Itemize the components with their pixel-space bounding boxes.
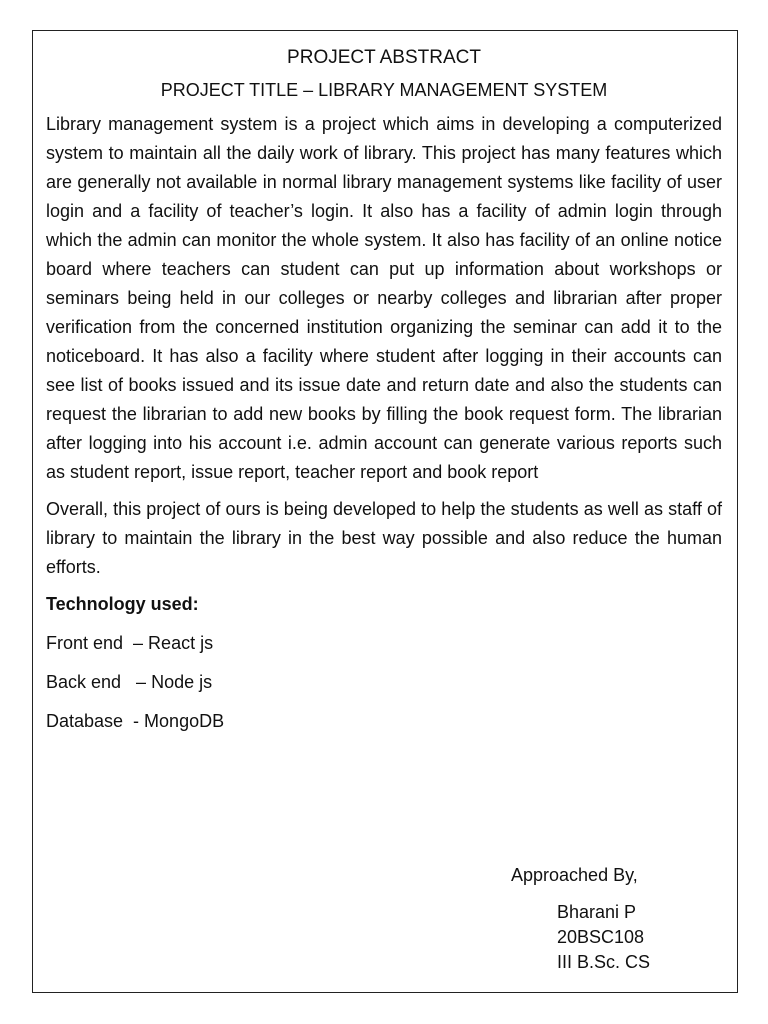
author-roll-number: 20BSC108: [557, 927, 645, 947]
abstract-paragraph-2: Overall, this project of ours is being developed to help the students as well as staff of library to maintain the library in the best way possible and also reduce the human efforts.: [46, 499, 722, 577]
page-title: PROJECT ABSTRACT: [287, 47, 481, 68]
technology-item-database: Database - MongoDB: [46, 711, 225, 731]
technology-item-backend: Back end – Node js: [46, 672, 213, 692]
abstract-paragraph-1: Library management system is a project which aims in developing a computerized system to maintain all the daily work of library. This project has many features which are generally not available in normal library management systems like facility of user login and a facility of teacher’s login. It also has a facility of admin login through which the admin can monitor the whole system. It also has facility of an online notice board where teachers can student can put up information about workshops or seminars being held in our colleges or nearby colleges and librarian after proper verification from the concerned institution organizing the seminar can add it to the noticeboard. It has also a facility where student after logging in their accounts can see list of books issued and its issue date and return date and also the students can request the librarian to add new books by filling the book request form. The librarian after logging into his account i.e. admin account can generate various reports such as student report, issue report, teacher report and book report: [46, 114, 722, 482]
signature-block: [511, 860, 650, 975]
technology-item-frontend: Front end – React js: [46, 633, 214, 653]
project-title: PROJECT TITLE – LIBRARY MANAGEMENT SYSTEM: [160, 80, 608, 100]
author-name: Bharani P: [557, 902, 637, 922]
approached-by-label: Approached By,: [511, 865, 638, 885]
abstract-content: [46, 44, 722, 736]
technology-section: [46, 590, 722, 736]
technology-heading: Technology used:: [46, 594, 199, 614]
author-class: III B.Sc. CS: [557, 952, 651, 972]
author-details: [557, 900, 650, 975]
